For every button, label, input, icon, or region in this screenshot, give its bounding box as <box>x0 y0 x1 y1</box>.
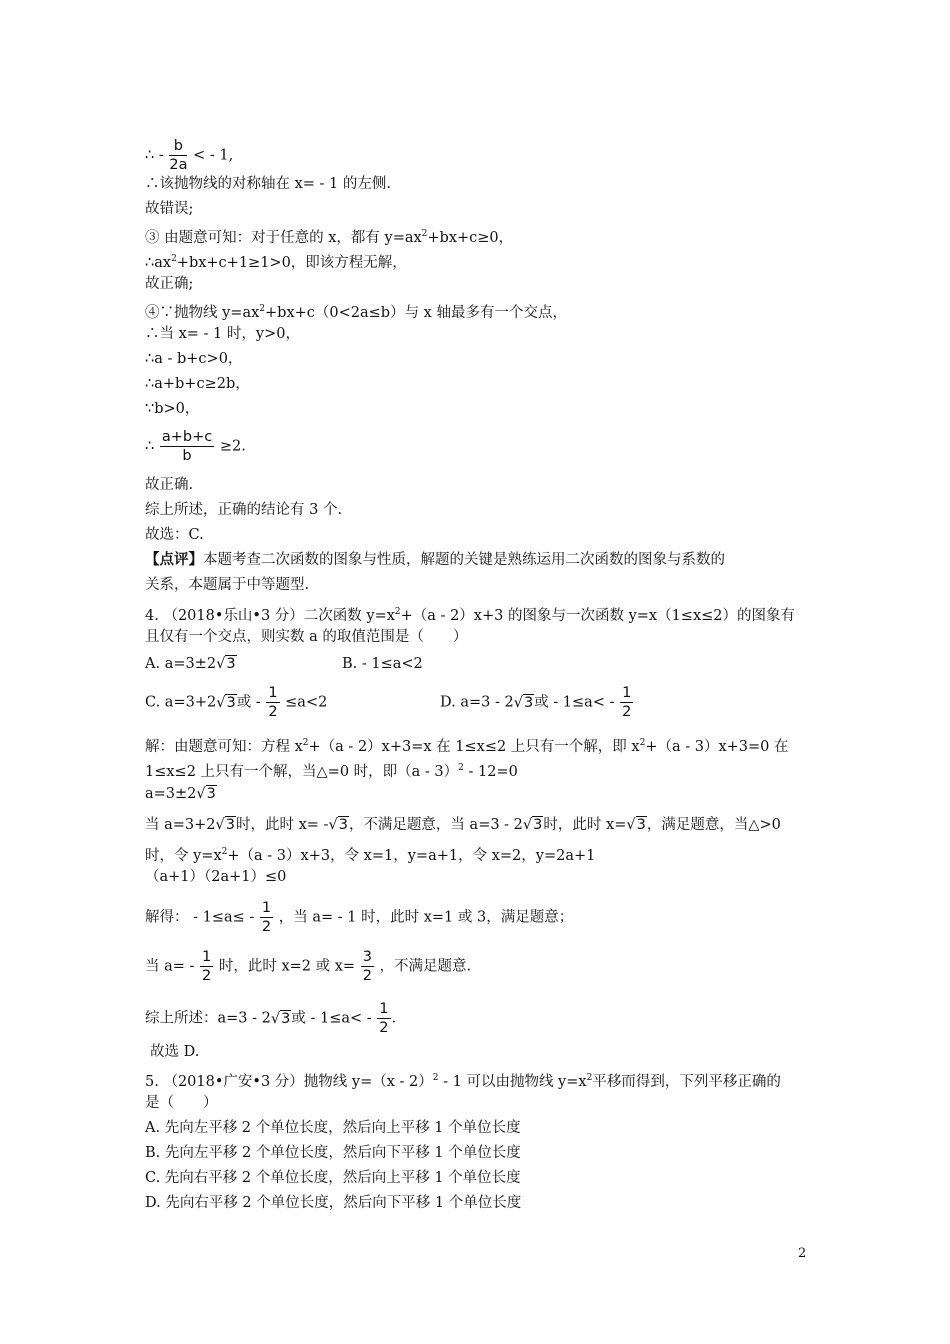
option-a <box>145 654 237 674</box>
text: - 12=0 <box>463 764 518 780</box>
text: +bx+c+1≥1>0，即该方程无解， <box>176 255 407 271</box>
solution-line-4 <box>145 815 781 835</box>
text: +（a - 2）x+3=x 在 1≤x≤2 上只有一个解，即 x <box>308 739 640 755</box>
text: +bx+c（0<2a≤b）与 x 轴最多有一个交点， <box>265 305 567 321</box>
numerator: 1 <box>268 685 278 701</box>
line-9: ∴a - b+c>0， <box>145 351 243 367</box>
solution-line-10: 故选 D. <box>150 1044 200 1060</box>
option-d <box>440 684 634 721</box>
comment-label: 【点评】 <box>145 551 203 568</box>
fraction-one-half <box>620 684 633 721</box>
superscript: 2 <box>221 847 228 857</box>
text: +（a - 2）x+3 的图象与一次函数 y=x（1≤x≤2）的图象有 <box>400 608 796 624</box>
question-5-line-2: 是（ ） <box>145 1095 218 1111</box>
text: 1≤x≤2 上只有一个解，当△=0 时，即（a - 3） <box>145 764 459 780</box>
text: 本题考查二次函数的图象与性质，解题的关键是熟练运用二次函数的图象与系数的 <box>203 552 725 568</box>
text: +bx+c≥0， <box>427 230 514 246</box>
numerator: 1 <box>261 900 272 916</box>
fraction-three-halves <box>361 948 374 985</box>
text: C. a=3+2 <box>145 694 217 711</box>
text: ③ 由题意可知：对于任意的 x，都有 y=ax <box>145 230 422 246</box>
line-3: 故错误; <box>145 201 194 217</box>
radicand: 3 <box>225 817 235 833</box>
text: - 1 可以由抛物线 y=x <box>438 1074 587 1090</box>
option-b: B. - 1≤a<2 <box>342 656 423 672</box>
solution-line-2 <box>145 758 518 782</box>
solution-line-5 <box>145 842 595 866</box>
text: ≥2. <box>219 438 246 455</box>
text: < - 1, <box>193 147 234 164</box>
denominator: 2 <box>622 704 632 720</box>
line-10: ∴a+b+c≥2b， <box>145 376 250 392</box>
question-5-option-a: A. 先向左平移 2 个单位长度，然后向上平移 1 个单位长度 <box>145 1120 521 1136</box>
line-7 <box>145 299 567 323</box>
fraction-b-over-2a <box>169 137 187 174</box>
text: ，不满足题意. <box>379 958 472 975</box>
superscript: 2 <box>432 1073 439 1083</box>
numerator: b <box>169 137 187 156</box>
line-14: 综上所述，正确的结论有 3 个. <box>145 502 343 518</box>
radicand: 3 <box>533 817 543 833</box>
line-4 <box>145 224 513 248</box>
solution-line-1 <box>145 733 789 757</box>
fraction-one-half <box>377 1000 390 1037</box>
line-1 <box>145 137 233 174</box>
radicand: 3 <box>338 817 348 833</box>
page-number: 2 <box>798 1246 807 1261</box>
text: ≤a<2 <box>285 694 328 711</box>
text: 解得： - 1≤a≤ - <box>145 909 255 926</box>
denominator: 2 <box>362 968 372 984</box>
sqrt-3: √3 <box>215 817 235 833</box>
superscript: 2 <box>259 304 266 314</box>
solution-line-6: （a+1）（2a+1）≤0 <box>145 869 287 885</box>
sqrt-3: √3 <box>270 1010 291 1027</box>
solution-line-9 <box>145 1000 396 1037</box>
text: 时，此时 x= - <box>236 817 329 833</box>
denominator: 2 <box>202 968 212 984</box>
line-12 <box>145 428 246 465</box>
solution-line-7 <box>145 899 573 936</box>
text: ④∵抛物线 y=ax <box>145 305 260 321</box>
line-11: ∵b>0， <box>145 401 200 417</box>
line-15: 故选：C. <box>145 527 204 543</box>
text: 或 - 1≤a< - <box>291 1010 372 1027</box>
text: ，满足题意，当△>0 <box>646 817 781 833</box>
denominator: 2 <box>268 704 278 720</box>
question-4-line-2: 且仅有一个交点，则实数 a 的取值范围是（ ） <box>145 629 468 645</box>
question-5-option-c: C. 先向右平移 2 个单位长度，然后向上平移 1 个单位长度 <box>145 1170 521 1186</box>
comment-line-2: 关系，本题属于中等题型. <box>145 577 310 593</box>
denominator: 2 <box>379 1020 389 1036</box>
numerator: 1 <box>379 1001 389 1017</box>
sqrt-3: √3 <box>626 817 646 833</box>
radicand: 3 <box>636 817 646 833</box>
option-c <box>145 684 327 721</box>
denominator: b <box>182 448 192 464</box>
text: 时，此时 x=2 或 x= <box>218 958 356 975</box>
radicand: 3 <box>523 694 534 711</box>
superscript: 2 <box>586 1073 593 1083</box>
radicand: 3 <box>281 1010 291 1027</box>
sqrt-3: √3 <box>216 656 236 672</box>
line-2: ∴该抛物线的对称轴在 x= - 1 的左侧. <box>145 176 391 192</box>
numerator: 3 <box>362 949 372 965</box>
text: +（a - 3）x+3，令 x=1，y=a+1，令 x=2，y=2a+1 <box>227 848 596 864</box>
sqrt-3: √3 <box>513 694 534 711</box>
text: A. a=3±2 <box>145 656 217 672</box>
text: 平移而得到，下列平移正确的 <box>592 1074 781 1090</box>
line-6: 故正确; <box>145 276 194 292</box>
text: ，当 a= - 1 时，此时 x=1 或 3，满足题意； <box>278 909 574 926</box>
text: 5. （2018•广安•3 分）抛物线 y=（x - 2） <box>145 1074 433 1090</box>
text: 当 a= - <box>145 958 195 975</box>
solution-line-8 <box>145 948 471 985</box>
superscript: 2 <box>421 229 428 239</box>
question-4-line-1 <box>145 602 795 626</box>
question-5-line-1 <box>145 1068 781 1092</box>
text: +（a - 3）x+3=0 在 <box>645 739 789 755</box>
sqrt-3: √3 <box>216 694 236 711</box>
text: . <box>391 1010 397 1027</box>
text: 综上所述：a=3 - 2 <box>145 1010 271 1027</box>
numerator: a+b+c <box>161 429 213 445</box>
numerator: 1 <box>202 949 212 965</box>
fraction-one-half <box>266 684 279 721</box>
text: ∴ - <box>145 147 164 164</box>
question-5-option-b: B. 先向左平移 2 个单位长度，然后向下平移 1 个单位长度 <box>145 1145 521 1161</box>
superscript: 2 <box>394 607 401 617</box>
radicand: 3 <box>226 656 236 672</box>
text: 或 - <box>236 694 261 711</box>
text: 4. （2018•乐山•3 分）二次函数 y=x <box>145 608 395 624</box>
denominator: 2a <box>169 157 188 173</box>
line-5 <box>145 249 407 273</box>
text: ∴ax <box>145 255 172 271</box>
sqrt-3: √3 <box>196 786 216 802</box>
question-5-option-d: D. 先向右平移 2 个单位长度，然后向下平移 1 个单位长度 <box>145 1195 522 1211</box>
text: ，不满足题意，当 a=3 - 2 <box>348 817 523 833</box>
superscript: 2 <box>458 763 464 773</box>
text: 时，此时 x= <box>543 817 627 833</box>
line-8: ∴当 x= - 1 时，y>0， <box>145 326 300 342</box>
denominator: 2 <box>261 919 272 935</box>
superscript: 2 <box>302 738 309 748</box>
text: D. a=3 - 2 <box>440 694 514 711</box>
text: 当 a=3+2 <box>145 817 216 833</box>
superscript: 2 <box>639 738 646 748</box>
superscript: 2 <box>171 254 177 264</box>
radicand: 3 <box>226 694 236 711</box>
solution-line-3 <box>145 784 217 804</box>
sqrt-3: √3 <box>522 817 543 833</box>
text: a=3±2 <box>145 786 197 802</box>
text: ∴ <box>145 438 155 455</box>
line-13: 故正确. <box>145 477 194 493</box>
fraction-one-half <box>260 899 273 936</box>
text: 时，令 y=x <box>145 848 222 864</box>
fraction-one-half <box>200 948 213 985</box>
radicand: 3 <box>206 786 216 802</box>
sqrt-3: √3 <box>328 817 348 833</box>
text: 或 - 1≤a< - <box>534 694 615 711</box>
text: 解：由题意可知：方程 x <box>145 739 303 755</box>
fraction-sum-over-b <box>160 428 214 465</box>
comment-line-1 <box>145 550 725 570</box>
numerator: 1 <box>622 685 632 701</box>
